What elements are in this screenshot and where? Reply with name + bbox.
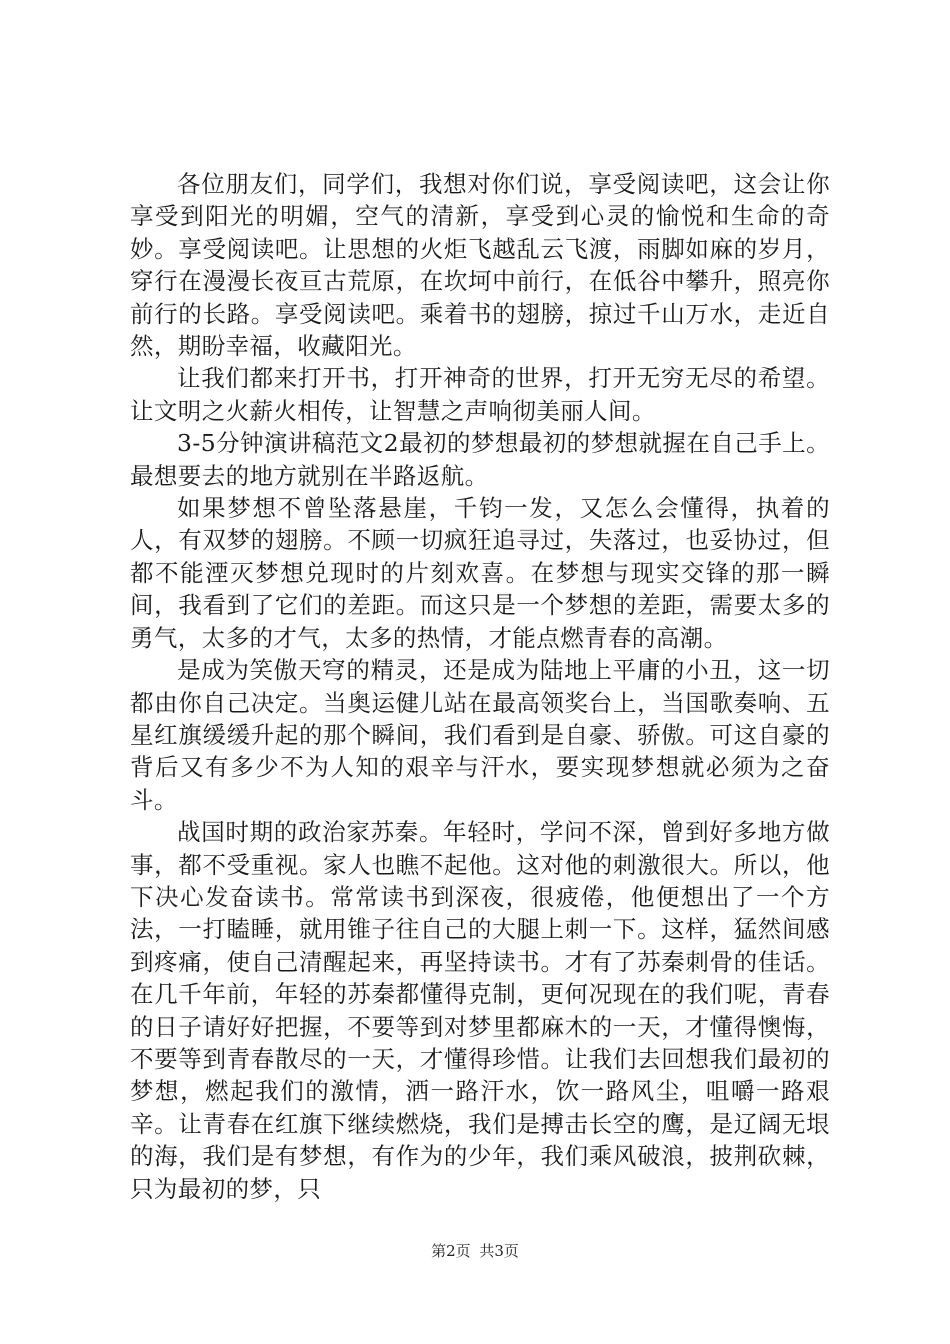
page-number: 第2页 [431, 1242, 471, 1260]
page-total: 共3页 [479, 1242, 519, 1260]
paragraph-4: 如果梦想不曾坠落悬崖，千钧一发，又怎么会懂得，执着的人，有双梦的翅膀。不顾一切疯狂追寻过，失落过，也妥协过，但都不能湮灭梦想兑现时的片刻欢喜。在梦想与现实交锋的那一瞬间，我看到了它们的差距。而这只是一个梦想的差距，需要太多的勇气，太多的才气，太多的热情，才能点燃青春的高潮。 [130, 494, 830, 652]
paragraph-2: 让我们都来打开书，打开神奇的世界，打开无穷无尽的希望。让文明之火薪火相传，让智慧之声响彻美丽人间。 [130, 364, 830, 425]
page-footer [0, 1240, 950, 1261]
body-text [130, 168, 830, 1205]
paragraph-1: 各位朋友们，同学们，我想对你们说，享受阅读吧，这会让你享受到阳光的明媚，空气的清新，享受到心灵的愉悦和生命的奇妙。享受阅读吧。让思想的火炬飞越乱云飞渡，雨脚如麻的岁月，穿行在漫漫长夜亘古荒原，在坎坷中前行，在低谷中攀升，照亮你前行的长路。享受阅读吧。乘着书的翅膀，掠过千山万水，走近自然，期盼幸福，收藏阳光。 [130, 170, 830, 361]
paragraph-5: 是成为笑傲天穹的精灵，还是成为陆地上平庸的小丑，这一切都由你自己决定。当奥运健儿站在最高领奖台上，当国歌奏响、五星红旗缓缓升起的那个瞬间，我们看到是自豪、骄傲。可这自豪的背后又有多少不为人知的艰辛与汗水，要实现梦想就必须为之奋斗。 [130, 656, 830, 814]
paragraph-6: 战国时期的政治家苏秦。年轻时，学问不深，曾到好多地方做事，都不受重视。家人也瞧不起他。这对他的刺激很大。所以，他下决心发奋读书。常常读书到深夜，很疲倦，他便想出了一个方法，一打瞌睡，就用锥子往自己的大腿上刺一下。这样，猛然间感到疼痛，使自己清醒起来，再坚持读书。才有了苏秦刺骨的佳话。在几千年前，年轻的苏秦都懂得克制，更何况现在的我们呢，青春的日子请好好把握，不要等到对梦里都麻木的一天，才懂得懊悔，不要等到青春散尽的一天，才懂得珍惜。让我们去回想我们最初的梦想，燃起我们的激情，洒一路汗水，饮一路风尘，咀嚼一路艰辛。让青春在红旗下继续燃烧，我们是搏击长空的鹰，是辽阔无垠的海，我们是有梦想，有作为的少年，我们乘风破浪，披荆砍棘，只为最初的梦，只 [130, 818, 830, 1203]
paragraph-3: 3-5分钟演讲稿范文2最初的梦想最初的梦想就握在自己手上。最想要去的地方就别在半路返航。 [130, 429, 830, 490]
